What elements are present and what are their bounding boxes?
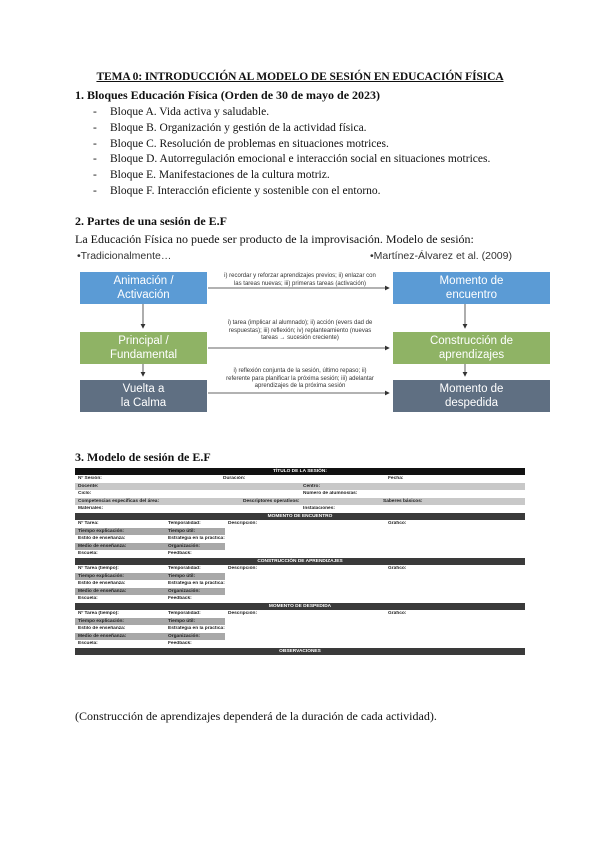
list-item: - Bloque E. Manifestaciones de la cultura motriz.: [93, 169, 330, 182]
session-parts-diagram: [75, 248, 535, 420]
section3-heading: 3. Modelo de sesión de E.F: [75, 450, 211, 464]
table-row: Materiales: Instalaciones:: [75, 506, 525, 514]
moment-header-construccion: CONSTRUCCIÓN DE APRENDIZAJES: [75, 558, 525, 566]
table-title-row: TÍTULO DE LA SESIÓN:: [75, 468, 525, 476]
section3-note: (Construcción de aprendizajes dependerá de la duración de cada actividad).: [75, 709, 437, 723]
table-row: Escuela: Feedback:: [75, 641, 525, 649]
table-row: Escuela: Feedback:: [75, 596, 525, 604]
table-row: Competencias específicas del área: Descriptores operativos: Saberes básicos:: [75, 498, 525, 506]
table-row: Estilo de enseñanza: Estrategia en la práctica:: [75, 536, 525, 544]
box-vuelta-calma: Vuelta a la Calma: [80, 380, 207, 412]
table-row: Tiempo explicación: Tiempo útil:: [75, 573, 525, 581]
annotation-encuentro: i) recordar y reforzar aprendizajes previos; ii) enlazar con las tareas nuevas; iii) primeras tareas (activación): [224, 273, 376, 287]
martinez-label: •Martínez-Álvarez et al. (2009): [370, 250, 512, 262]
box-principal: Principal / Fundamental: [80, 332, 207, 364]
box-animacion: Animación / Activación: [80, 272, 207, 304]
moment-header-despedida: MOMENTO DE DESPEDIDA: [75, 603, 525, 611]
page-title: TEMA 0: INTRODUCCIÓN AL MODELO DE SESIÓN EN EDUCACIÓN FÍSICA: [96, 71, 504, 83]
table-row: Nº Tarea (tiempo): Temporalidad: Descripción: Gráfico:: [75, 566, 525, 574]
table-row: Nº Tarea: Temporalidad: Descripción: Gráfico:: [75, 521, 525, 529]
table-row: Tiempo explicación: Tiempo útil:: [75, 618, 525, 626]
box-construccion: Construcción de aprendizajes: [393, 332, 550, 364]
table-row: Nº Sesión: Duración: Fecha:: [75, 476, 525, 484]
table-row: Estilo de enseñanza: Estrategia en la práctica:: [75, 626, 525, 634]
bloques-list: [93, 105, 490, 200]
box-despedida: Momento de despedida: [393, 380, 550, 412]
box-encuentro: Momento de encuentro: [393, 272, 550, 304]
section1-heading: 1. Bloques Educación Física (Orden de 30 de mayo de 2023): [75, 88, 381, 102]
table-row: Ciclo: Número de alumnos/as:: [75, 491, 525, 499]
list-item: - Bloque C. Resolución de problemas en situaciones motrices.: [93, 137, 389, 150]
table-row: Medio de enseñanza: Organización:: [75, 633, 525, 641]
annotation-construccion: i) tarea (implicar al alumnado); ii) acción (evers dad de respuestas); iii) reflexión; iv) replanteamiento (nuevas tareas → sucesión creciente): [227, 320, 373, 341]
list-item: - Bloque B. Organización y gestión de la actividad física.: [93, 121, 367, 134]
table-row: Medio de enseñanza: Organización:: [75, 543, 525, 551]
section2-intro: La Educación Física no puede ser producto de la improvisación. Modelo de sesión:: [75, 232, 474, 246]
list-item: - Bloque A. Vida activa y saludable.: [93, 106, 270, 118]
moment-header-encuentro: MOMENTO DE ENCUENTRO: [75, 513, 525, 521]
list-item: - Bloque F. Interacción eficiente y sostenible con el entorno.: [93, 184, 381, 197]
table-row: Escuela: Feedback:: [75, 551, 525, 559]
section2-heading: 2. Partes de una sesión de E.F: [75, 214, 228, 228]
table-row: Nº Tarea (tiempo): Temporalidad: Descripción: Gráfico:: [75, 611, 525, 619]
table-row: Docente: Centro:: [75, 483, 525, 491]
list-item: - Bloque D. Autorregulación emocional e interacción social en situaciones motrices.: [93, 153, 491, 166]
session-model-table: [75, 468, 525, 656]
traditional-label: •Tradicionalmente…: [77, 250, 172, 262]
annotation-despedida: i) reflexión conjunta de la sesión, último repaso; ii) referente para planificar la próxima sesión; iii) adelantar aprendizajes de la próxima sesión: [226, 368, 374, 389]
observaciones-header: OBSERVACIONES: [75, 648, 525, 656]
table-row: Medio de enseñanza: Organización:: [75, 588, 525, 596]
table-row: Estilo de enseñanza: Estrategia en la práctica:: [75, 581, 525, 589]
table-row: Tiempo explicación: Tiempo útil:: [75, 528, 525, 536]
